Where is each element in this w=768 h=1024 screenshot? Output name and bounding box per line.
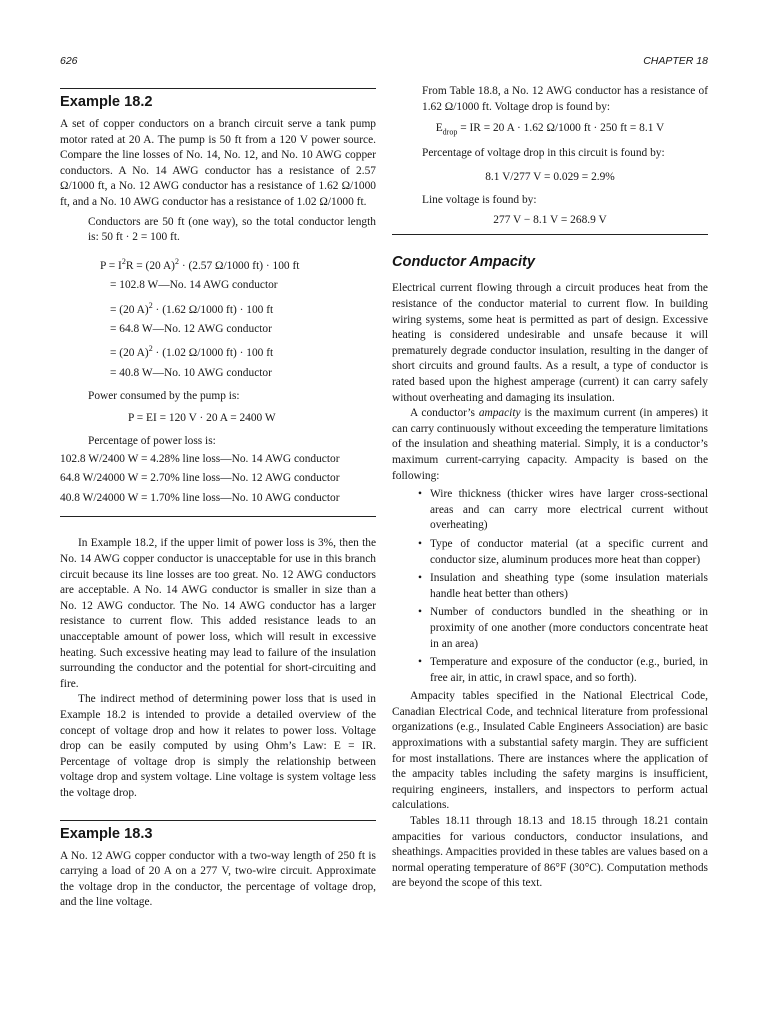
example-18-3-title: Example 18.3: [60, 825, 153, 842]
example-top-rule: [60, 820, 376, 821]
left-column: [60, 88, 376, 911]
example-bottom-rule: [60, 516, 376, 517]
equation-line: = (20 A)$^2$ · (1.02 Ω/1000 ft) · 100 ft: [110, 344, 274, 360]
list-item: • Wire thickness (thicker wires have larger cross-sectional areas and can carry more electrical current without overheating): [430, 487, 708, 534]
section-title: Conductor Ampacity: [392, 254, 535, 271]
body-paragraph: The indirect method of determining power loss that is used in Example 18.2 is intended to provide a detailed overview of the concept of voltage drop and how it relates to power loss. Voltage drop can be easily computed by using Ohm’s Law: E = IR. Percentage of voltage drop is simply the relationship between voltage drop and system voltage. Line voltage is system voltage less the voltage drop.: [60, 693, 376, 799]
voltage-drop-equation: $E_{drop}$ = IR = 20 A · 1.62 Ω/1000 ft · 250 ft = 8.1 V: [435, 122, 665, 137]
equation-line: = 102.8 W—No. 14 AWG conductor: [110, 279, 278, 292]
chapter-label: CHAPTER 18: [643, 55, 708, 67]
conductor-length-text: Conductors are 50 ft (one way), so the total conductor length is: 50 ft · 2 = 100 ft.: [88, 215, 376, 244]
line-loss-results: [60, 450, 376, 509]
body-paragraph: Electrical current flowing through a circuit produces heat from the resistance of the conductor material to current flow. In building wiring systems, some heat is permitted as part of design. Excessive heating is considered undesirable and unsafe because it will prematurely degrade conductor insulation, resulting in the danger of short circuits and ground faults. As a result, a type of conductor is rated based upon the highest amperage (current) it can carry safely without overheating and damaging its insulation.: [392, 282, 708, 404]
body-paragraph: Tables 18.11 through 18.13 and 18.15 through 18.21 contain ampacities for various conductors, conductor insulations, and sheathings. Ampacities provided in these tables are values based on a normal operating temperature of 86°F (30°C). Computation methods are beyond the scope of this text.: [392, 815, 708, 890]
body-paragraph: Ampacity tables specified in the National Electrical Code, Canadian Electrical Code, and technical literature from professional organizations (e.g., Insulated Cable Engineers Association) are basic approximations with a substantial safety margin. They are sufficient for most installations. There are instances where the application of the ampacity tables including the safety margins is insufficient, requiring engineers, installers, and inspectors to perform actual calculations.: [392, 690, 708, 812]
page-number: 626: [60, 55, 78, 67]
percent-drop-equation: 8.1 V/277 V = 0.029 = 2.9%: [485, 170, 615, 183]
resistance-table-text: From Table 18.8, a No. 12 AWG conductor has a resistance of 1.62 Ω/1000 ft. Voltage drop is found by:: [422, 85, 708, 113]
line-voltage-equation: 277 V − 8.1 V = 268.9 V: [493, 213, 607, 226]
list-item: • Type of conductor material (at a specific current and conductor size, aluminum produces more heat than copper): [430, 537, 708, 568]
power-consumed-equation: P = EI = 120 V · 20 A = 2400 W: [128, 411, 276, 424]
example-bottom-rule: [392, 234, 708, 235]
ampacity-factors-list: [392, 487, 708, 686]
example-top-rule: [60, 88, 376, 89]
equation-line: = 40.8 W—No. 10 AWG conductor: [110, 366, 272, 379]
power-loss-equations: [100, 252, 376, 383]
example-18-2-title: Example 18.2: [60, 94, 153, 110]
equation-line: = (20 A)$^2$ · (1.62 Ω/1000 ft) · 100 ft: [110, 300, 274, 316]
line-loss-row: 102.8 W/2400 W = 4.28% line loss—No. 14 AWG conductor: [60, 452, 340, 465]
equation-line: $P = I^2R = (20$ A)$^2$ · (2.57 Ω/1000 ft) · 100 ft: [100, 256, 300, 272]
line-loss-row: 40.8 W/24000 W = 1.70% line loss—No. 10 AWG conductor: [60, 491, 340, 504]
right-column: [392, 84, 708, 892]
body-paragraph: A conductor’s ampacity is the maximum current (in amperes) it can carry continuously without exceeding the temperature limitations of the insulation and sheathing material. Simply, it is a conductor’s maximum current-carrying capacity. Ampacity is based on the following:: [392, 407, 708, 482]
list-item: • Number of conductors bundled in the sheathing or in proximity of one another (more conductors concentrate heat in an area): [430, 605, 708, 652]
example-18-2-problem: A set of copper conductors on a branch circuit serve a tank pump motor rated at 20 A. The pump is 50 ft from a 120 V power source. Compare the line losses of No. 14, No. 12, and No. 10 AWG copper conductors. A No. 14 AWG conductor has a resistance of 2.57 Ω/1000 ft, a No. 12 AWG conductor has a resistance of 1.62 Ω/1000 ft, and a No. 10 AWG conductor has a resistance of 1.02 Ω/1000 ft.: [60, 118, 376, 208]
list-item: • Temperature and exposure of the conductor (e.g., buried, in free air, in attic, in crawl space, and so forth).: [430, 655, 708, 686]
list-item: • Insulation and sheathing type (some insulation materials handle heat better than others): [430, 571, 708, 602]
percentage-loss-label: Percentage of power loss is:: [88, 435, 216, 448]
body-paragraph: In Example 18.2, if the upper limit of power loss is 3%, then the No. 14 AWG copper conductor is unacceptable for use in this branch circuit because its line losses are too great. No. 12 AWG conductors are acceptable. A No. 14 AWG conductor is smaller in size than a No. 12 AWG conductor. The No. 14 AWG conductor has a larger resistance to current flow. This added resistance leads to an unacceptable amount of power loss, which will result in excessive heating. Such excessive heating may lead to failure of the insulation surrounding the conductor and the potential for short-circuiting and fire.: [60, 537, 376, 690]
example-18-3-problem: A No. 12 AWG copper conductor with a two-way length of 250 ft is carrying a load of 20 A on a 277 V, two-wire circuit. Approximate the voltage drop in the conductor, the percentage of voltage drop, and the line voltage.: [60, 849, 376, 909]
percent-drop-label: Percentage of voltage drop in this circuit is found by:: [422, 147, 665, 160]
power-consumed-label: Power consumed by the pump is:: [88, 390, 240, 403]
equation-line: = 64.8 W—No. 12 AWG conductor: [110, 322, 272, 335]
line-voltage-label: Line voltage is found by:: [422, 194, 537, 207]
line-loss-row: 64.8 W/24000 W = 2.70% line loss—No. 12 AWG conductor: [60, 472, 340, 485]
